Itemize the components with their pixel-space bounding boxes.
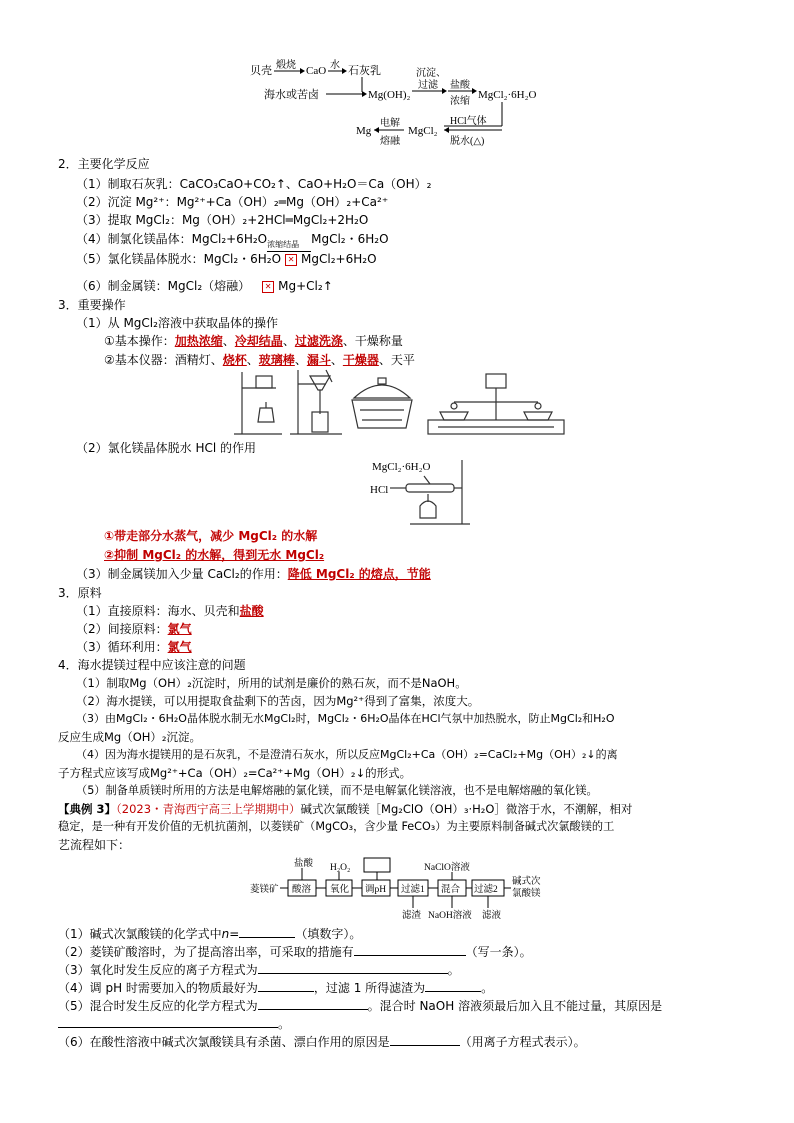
flow-shell: 贝壳 [250,65,272,77]
example-line-2: 稳定，是一种有开发价值的无机抗菌剂，以菱镁矿（MgCO₃，含少量 FeCO₃）为主要原料制备碱式次氯酸镁的工 [58,820,615,833]
question-6: （6）在酸性溶液中碱式次氯酸镁具有杀菌、漂白作用的原因是 （用离子方程式表示）。 [58,1035,586,1049]
reaction-5-left: （5）氯化镁晶体脱水：MgCl₂・6H₂O [76,252,282,266]
answer-inst-1: 烧杯 [222,353,247,367]
reaction-5 [76,251,377,267]
basic-operations: ①基本操作：加热浓缩、冷却结晶、过滤洗涤、干燥称量 [104,334,403,348]
pf-residue: 滤渣 [402,911,422,921]
flow-dehyd: 脱水(△) [450,136,485,147]
pf-prod1: 碱式次 [512,877,541,887]
flow-limewater: 石灰乳 [348,65,381,77]
pf-ox: 氧化 [330,885,350,895]
answer-op-3: 过滤洗涤 [294,334,343,348]
reaction-4-right: MgCl₂・6H₂O [311,232,389,246]
flow-water: 水 [330,60,340,71]
flow-seawater: 海水或苦卤 [264,89,319,101]
reaction-3: （3）提取 MgCl₂：Mg（OH）₂+2HCl═MgCl₂+2H₂O [76,213,369,227]
pf-naclo: NaClO溶液 [424,863,470,873]
answer-blank-q1[interactable] [239,925,295,938]
answer-inst-2: 玻璃棒 [258,353,295,367]
pf-naoh: NaOH溶液 [428,911,472,921]
section-3-title: 3．重要操作 [58,298,126,312]
flow-cao: CaO [306,65,327,77]
section-4-title: 4．海水提镁过程中应该注意的问题 [58,658,246,672]
lab-apparatus-illustration [232,368,572,440]
broken-image-icon: ✕ [285,254,297,266]
raw-direct: （1）直接原料：海水、贝壳和盐酸 [76,604,264,618]
raw-indirect: （2）间接原料：氯气 [76,622,192,636]
question-2: （2）菱镁矿酸溶时，为了提高溶出率，可采取的措施有 （写一条）。 [58,945,532,959]
note-2: （2）海水提镁，可以用提取食盐剩下的苦卤，因为Mg²⁺得到了富集，浓度大。 [76,694,480,708]
section-raw-title: 3．原料 [58,586,102,600]
answer-inst-3: 漏斗 [306,353,331,367]
pf-f1: 过滤1 [401,885,425,895]
pf-ph: 调pH [365,885,387,895]
basic-instruments: ②基本仪器：酒精灯、烧杯、玻璃棒、漏斗、干燥器、天平 [104,353,415,367]
answer-hcl-role-1: ①带走部分水蒸气，减少 MgCl₂ 的水解 [104,529,318,543]
pf-prod2: 氯酸镁 [512,889,541,899]
broken-image-icon: ✕ [262,281,274,293]
app-label-hcl: HCl [370,484,389,496]
flow-concentrate: 浓缩 [450,96,470,107]
reaction-6 [76,278,333,294]
flow-hcl: 盐酸 [450,80,470,91]
mg-production-flow-diagram [244,58,554,154]
reaction-2: （2）沉淀 Mg²⁺：Mg²⁺+Ca（OH）₂═Mg（OH）₂+Ca²⁺ [76,195,389,209]
reaction-4-condition: 浓缩结晶 [267,240,300,249]
flow-precip: 沉淀、 [416,68,446,79]
question-4: （4）调 pH 时需要加入的物质最好为 ，过滤 1 所得滤渣为 。 [58,981,494,995]
answer-blank-q5b[interactable] [58,1015,278,1028]
note-3a: （3）由MgCl₂・6H₂O晶体脱水制无水MgCl₂时，MgCl₂・6H₂O晶体在HCl气氛中加热脱水，防止MgCl₂和H₂O [76,712,615,725]
question-5-cont: 。 [58,1015,290,1032]
answer-blank-q4a[interactable] [258,979,314,992]
pf-hcl: 盐酸 [294,859,314,869]
pf-acid: 酸溶 [292,885,312,895]
reaction-6-left: （6）制金属镁：MgCl₂（熔融） [76,279,251,293]
pf-mix: 混合 [441,885,461,895]
flow-filter: 过滤 [418,80,438,91]
answer-inst-4: 干燥器 [342,353,379,367]
flow-molten: 熔融 [380,136,400,147]
question-5: （5）混合时发生反应的化学方程式为 。混合时 NaOH 溶液须最后加入且不能过量，其原因是 [58,999,663,1013]
app-label-mgcl2: MgCl₂·6H₂O [372,461,431,473]
answer-indirect: 氯气 [167,622,192,636]
example-tag: 【典例 3】 [58,802,117,816]
answer-op-2: 冷却结晶 [234,334,283,348]
note-1: （1）制取Mg（OH）₂沉淀时，所用的试剂是廉价的熟石灰，而不是NaOH。 [76,676,467,690]
pf-ore: 菱镁矿 [250,885,279,895]
question-1: （1）碱式次氯酸镁的化学式中n= （填数字）。 [58,927,362,941]
pf-filtrate: 滤液 [482,911,502,921]
answer-hcl-role-2: ②抑制 MgCl₂ 的水解，得到无水 MgCl₂ [104,548,325,562]
op-heading-2: （2）氯化镁晶体脱水 HCl 的作用 [76,441,257,455]
example-source: （2023・青海西宁高三上学期期中） [116,802,301,816]
flow-mgcl2hyd: MgCl₂·6H₂O [478,89,537,101]
answer-blank-q4b[interactable] [425,979,481,992]
magnesite-process-flow [248,856,548,922]
flow-mgoh2: Mg(OH)₂ [368,89,411,101]
raw-recycle: （3）循环利用：氯气 [76,640,192,654]
answer-blank-q3[interactable] [258,961,448,974]
note-5: （5）制备单质镁时所用的方法是电解熔融的氯化镁，而不是电解氯化镁溶液，也不是电解熔融的氧化镁。 [76,784,598,797]
example-line-3: 艺流程如下： [58,838,131,852]
example-line-1: 【典例 3】（2023・青海西宁高三上学期期中）碱式次氯酸镁［Mg₂ClO（OH）₃·H₂O］微溶于水，不潮解，相对 [58,802,633,816]
hcl-dehydration-apparatus [370,456,490,528]
reaction-5-right: MgCl₂+6H₂O [301,252,377,266]
pf-h2o2: H₂O₂ [330,863,351,873]
answer-op-1: 加热浓缩 [174,334,223,348]
reaction-4 [76,231,389,247]
answer-blank-q2[interactable] [354,943,466,956]
op-heading-3: （3）制金属镁加入少量 CaCl₂的作用：降低 MgCl₂ 的熔点，节能 [76,567,431,581]
note-4a: （4）因为海水提镁用的是石灰乳，不是澄清石灰水，所以反应MgCl₂+Ca（OH）₂=CaCl₂+Mg（OH）₂↓的离 [76,748,618,761]
flow-electrolysis: 电解 [380,118,400,129]
answer-blank-q5a[interactable] [258,997,368,1010]
pf-f2: 过滤2 [474,885,498,895]
answer-blank-q6[interactable] [390,1033,460,1046]
op-heading-1: （1）从 MgCl₂溶液中获取晶体的操作 [76,316,278,330]
answer-direct: 盐酸 [239,604,264,618]
section-2-title: 2．主要化学反应 [58,157,150,171]
answer-cacl2-role: 降低 MgCl₂ 的熔点，节能 [287,567,431,581]
reaction-4-left: （4）制氯化镁晶体：MgCl₂+6H₂O [76,232,268,246]
reaction-1: （1）制取石灰乳：CaCO₃CaO+CO₂↑、CaO+H₂O＝Ca（OH）₂ [76,177,432,191]
flow-hclgas: HCl气体 [450,116,487,127]
answer-recycle: 氯气 [167,640,192,654]
note-3b: 反应生成Mg（OH）₂沉淀。 [58,730,202,744]
note-4b: 子方程式应该写成Mg²⁺+Ca（OH）₂=Ca²⁺+Mg（OH）₂↓的形式。 [58,766,412,780]
flow-calcine: 煅烧 [276,60,296,71]
flow-mgcl2: MgCl₂ [408,125,438,137]
flow-mg: Mg [356,125,372,137]
reaction-6-right: Mg+Cl₂↑ [278,279,333,293]
question-3: （3）氧化时发生反应的离子方程式为 。 [58,963,460,977]
